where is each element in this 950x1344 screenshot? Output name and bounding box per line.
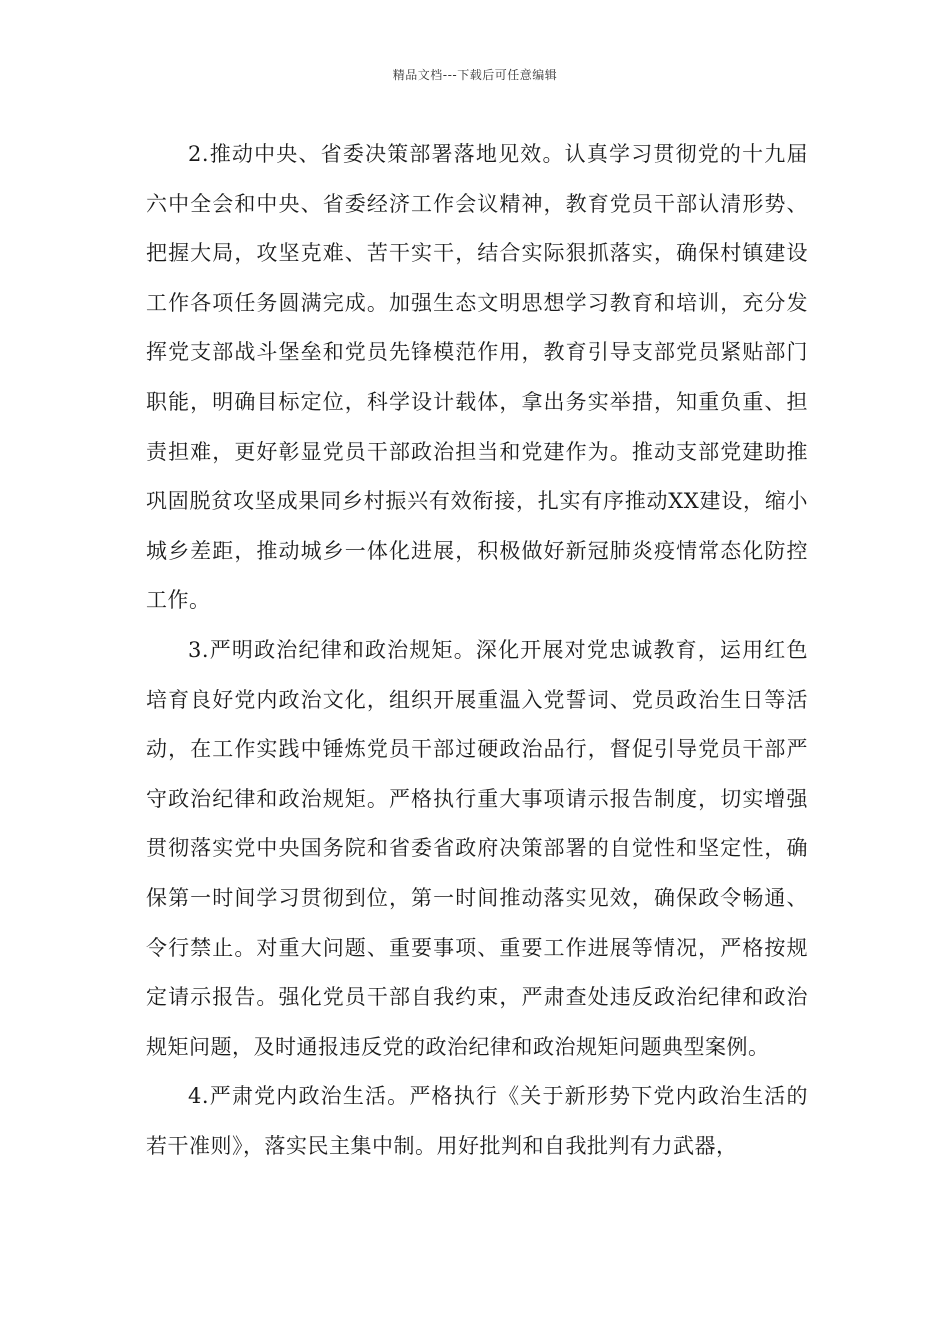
page-header: 精品文档---下载后可任意编辑	[392, 68, 558, 82]
paragraph-4: 4.严肃党内政治生活。严格执行《关于新形势下党内政治生活的若干准则》，落实民主集中制。用好批判和自我批判有力武器，	[146, 1084, 808, 1158]
paragraph-3: 3.严明政治纪律和政治规矩。深化开展对党忠诚教育，运用红色培育良好党内政治文化，组织开展重温入党誓词、党员政治生日等活动，在工作实践中锤炼党员干部过硬政治品行，督促引导党员干部严守政治纪律和政治规矩。严格执行重大事项请示报告制度，切实增强贯彻落实党中央国务院和省委省政府决策部署的自觉性和坚定性，确保第一时间学习贯彻到位，第一时间推动落实见效，确保政令畅通、令行禁止。对重大问题、重要事项、重要工作进展等情况，严格按规定请示报告。强化党员干部自我约束，严肃查处违反政治纪律和政治规矩问题，及时通报违反党的政治纪律和政治规矩问题典型案例。	[146, 637, 808, 1059]
document-body	[146, 130, 808, 1171]
paragraph-2: 2.推动中央、省委决策部署落地见效。认真学习贯彻党的十九届六中全会和中央、省委经济工作会议精神，教育党员干部认清形势、把握大局，攻坚克难、苦干实干，结合实际狠抓落实，确保村镇建设工作各项任务圆满完成。加强生态文明思想学习教育和培训，充分发挥党支部战斗堡垒和党员先锋模范作用，教育引导支部党员紧贴部门职能，明确目标定位，科学设计载体，拿出务实举措，知重负重、担责担难，更好彰显党员干部政治担当和党建作为。推动支部党建助推巩固脱贫攻坚成果同乡村振兴有效衔接，扎实有序推动XX建设，缩小城乡差距，推动城乡一体化进展，积极做好新冠肺炎疫情常态化防控工作。	[146, 142, 808, 613]
